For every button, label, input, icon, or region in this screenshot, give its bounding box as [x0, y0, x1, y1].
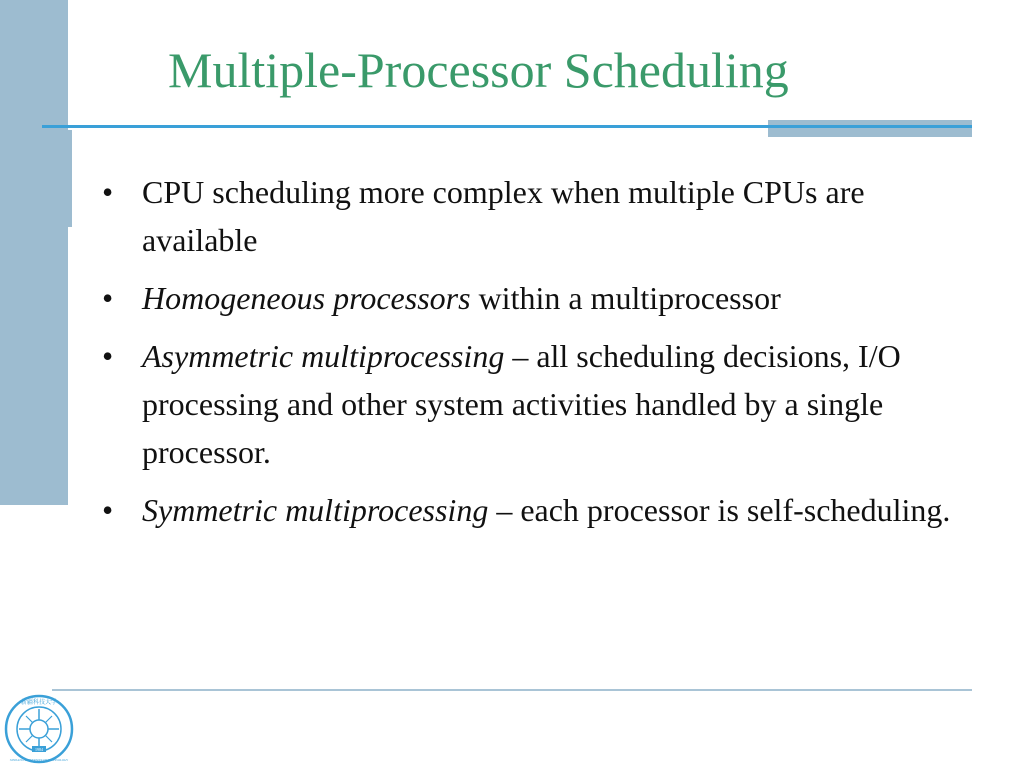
bullet-text: – all scheduling decisions, I/O processing and other system activities handled by a single processor.	[142, 338, 901, 470]
title-underline-accent	[768, 120, 972, 137]
bullet-item-cpu-scheduling	[102, 168, 962, 264]
bullet-italic-term: Symmetric multiprocessing	[142, 492, 489, 528]
seal-text-top: 新疆科技大学	[20, 700, 58, 706]
bullet-text: – each processor is self-scheduling.	[488, 492, 951, 528]
bullet-item-homogeneous	[102, 274, 962, 322]
bullet-text: CPU scheduling more complex when multiple CPUs are available	[142, 174, 865, 258]
bullet-dot: •	[102, 338, 114, 374]
university-seal-icon	[4, 694, 74, 764]
bullet-dot: •	[102, 174, 114, 210]
bullet-item-symmetric	[102, 486, 962, 534]
bullet-italic-term: Asymmetric multiprocessing	[142, 338, 505, 374]
bullet-text: within a multiprocessor	[470, 280, 781, 316]
bullet-list	[102, 168, 962, 544]
bullet-italic-term: Homogeneous processors	[142, 280, 471, 316]
seal-text-bottom: XINJIANG UNIVERSITY OF TECHNOLOGY	[9, 758, 69, 762]
footer-rule	[52, 689, 972, 691]
bullet-dot: •	[102, 280, 114, 316]
left-bar-notch	[68, 130, 72, 227]
bullet-item-asymmetric	[102, 332, 962, 476]
left-decorative-bar	[0, 0, 68, 505]
slide-title: Multiple-Processor Scheduling	[168, 42, 789, 98]
bullet-dot: •	[102, 492, 114, 528]
seal-year: 1984	[35, 747, 43, 752]
